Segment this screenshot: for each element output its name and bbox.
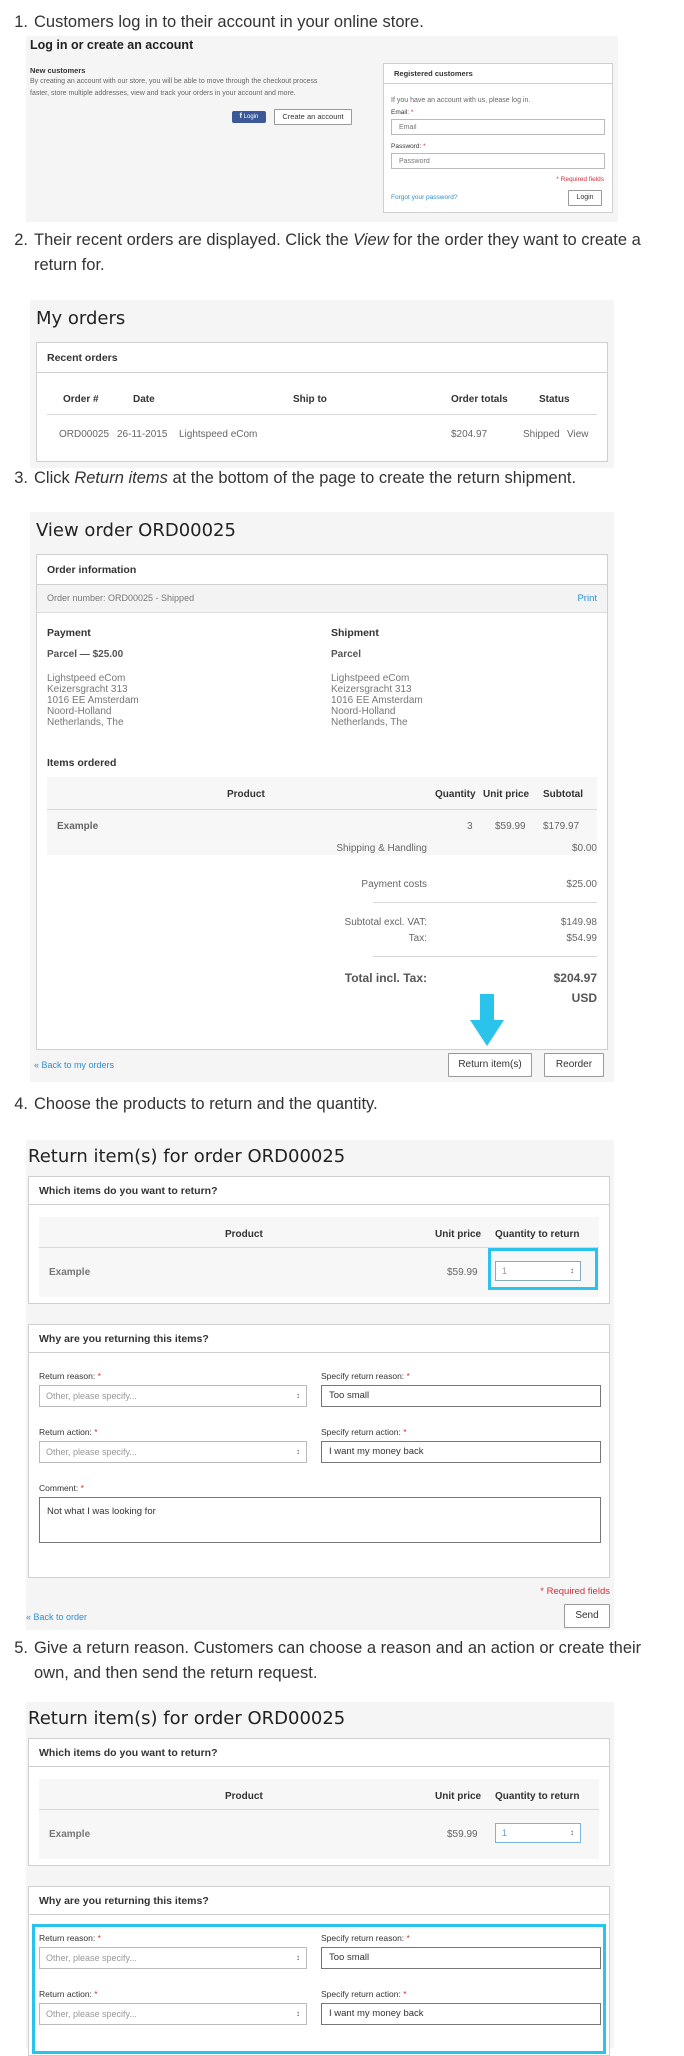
col-product: Product	[227, 789, 265, 800]
item-product: Example	[49, 1267, 91, 1278]
col-unit-price: Unit price	[435, 1791, 482, 1802]
items-table	[47, 777, 597, 855]
subtotal-value: $149.98	[560, 917, 597, 928]
view-order-screenshot	[30, 512, 614, 1082]
payment-heading: Payment	[47, 627, 91, 639]
step-1	[8, 10, 676, 35]
return-reason-heading: Why are you returning this items?	[29, 1887, 609, 1915]
quantity-highlight	[488, 1248, 598, 1290]
view-order-title: View order ORD00025	[36, 520, 236, 541]
reason-highlight	[32, 1924, 606, 2054]
item-unit-price: $59.99	[495, 821, 526, 832]
return-reason-screenshot	[26, 1702, 614, 2048]
recent-orders-heading: Recent orders	[37, 343, 607, 373]
reorder-button[interactable]: Reorder	[544, 1053, 604, 1077]
new-customers-heading: New customers	[30, 66, 86, 75]
return-action-select[interactable]: Other, please specify... ↕	[39, 1441, 307, 1463]
order-number-bar	[37, 585, 607, 613]
col-date: Date	[133, 394, 155, 405]
total-value: $204.97	[553, 971, 597, 985]
payment-costs-label: Payment costs	[361, 879, 427, 890]
col-status: Status	[539, 394, 570, 405]
comment-label: Comment: *	[39, 1483, 84, 1493]
comment-field[interactable]: Not what I was looking for	[39, 1497, 601, 1543]
payment-address: Lighstpeed eCom Keizersgracht 313 1016 EE Amsterdam Noord-Holland Netherlands, The	[47, 673, 139, 728]
my-orders-title: My orders	[36, 308, 126, 329]
shipping-value: $0.00	[571, 843, 597, 854]
return-action-label: Return action: *	[39, 1989, 98, 1999]
step-text: Give a return reason. Customers can choose a reason and an action or create their own, and then send the return request.	[34, 1639, 642, 1682]
return-form-title: Return item(s) for order ORD00025	[28, 1708, 346, 1729]
item-product: Example	[57, 821, 99, 832]
login-title: Log in or create an account	[30, 38, 194, 52]
col-order: Order #	[63, 394, 99, 405]
return-reason-label: Return reason: *	[39, 1933, 101, 1943]
payment-method: Parcel — $25.00	[47, 649, 124, 660]
subtotal-label: Subtotal excl. VAT:	[344, 917, 427, 928]
return-reason-select[interactable]: Other, please specify... ↕	[39, 1385, 307, 1407]
required-fields-note: * Required fields	[540, 1586, 610, 1597]
chevron-updown-icon: ↕	[296, 1447, 300, 1456]
shipment-method: Parcel	[331, 649, 362, 660]
col-unit-price: Unit price	[483, 789, 530, 800]
item-subtotal: $179.97	[543, 821, 580, 832]
order-information-box	[36, 554, 608, 1050]
step-number: 1.	[14, 13, 28, 31]
quantity-select[interactable]: 1 ↕	[495, 1823, 581, 1843]
step-text: Their recent orders are displayed. Click the View for the order they want to create a return for.	[34, 231, 641, 274]
return-items-box	[28, 1738, 610, 1866]
shipping-label: Shipping & Handling	[336, 843, 427, 854]
arrow-down-icon	[470, 994, 504, 1046]
new-customers-text-2: faster, store multiple addresses, view and track your orders in your account and more.	[30, 90, 296, 97]
return-form-screenshot	[26, 1140, 614, 1630]
step-3	[8, 466, 676, 491]
view-order-link[interactable]: View	[567, 429, 589, 440]
row-ship-to: Lightspeed eCom	[179, 429, 258, 440]
orders-screenshot	[30, 300, 614, 468]
facebook-icon: f	[239, 113, 242, 120]
required-fields-note: * Required fields	[556, 176, 604, 183]
item-qty: 3	[467, 821, 473, 832]
specify-reason-field[interactable]: Too small	[321, 1947, 601, 1969]
col-product: Product	[225, 1791, 263, 1802]
return-action-select[interactable]: Other, please specify... ↕	[39, 2003, 307, 2025]
new-customers-text-1: By creating an account with our store, you will be able to move through the checkout process	[30, 78, 318, 85]
step-5	[8, 1636, 676, 1686]
col-subtotal: Subtotal	[543, 789, 583, 800]
chevron-updown-icon: ↕	[570, 1266, 574, 1275]
return-reason-select[interactable]: Other, please specify... ↕	[39, 1947, 307, 1969]
return-action-label: Return action: *	[39, 1427, 98, 1437]
return-items-table	[39, 1779, 599, 1859]
specify-action-label: Specify return action: *	[321, 1427, 407, 1437]
row-status: Shipped	[523, 429, 560, 440]
total-currency: USD	[571, 991, 597, 1005]
shipment-heading: Shipment	[331, 627, 379, 639]
step-number: 5.	[14, 1639, 28, 1657]
email-field[interactable]	[391, 119, 605, 135]
order-number: Order number: ORD00025 - Shipped	[47, 593, 195, 603]
facebook-login-label: Login	[243, 114, 259, 120]
return-form-title: Return item(s) for order ORD00025	[28, 1146, 346, 1167]
return-items-heading: Which items do you want to return?	[29, 1739, 609, 1767]
total-label: Total incl. Tax:	[344, 971, 427, 985]
row-date: 26-11-2015	[117, 429, 168, 440]
forgot-password-link[interactable]: Forgot your password?	[391, 194, 458, 201]
return-reason-box	[28, 1324, 610, 1578]
specify-reason-field[interactable]: Too small	[321, 1385, 601, 1407]
create-account-button[interactable]: Create an account	[274, 109, 352, 125]
step-4	[8, 1092, 676, 1117]
step-number: 3.	[14, 469, 28, 487]
row-order: ORD00025	[59, 429, 110, 440]
email-label: Email: *	[391, 109, 414, 116]
quantity-select[interactable]: 1 ↕	[495, 1261, 581, 1281]
step-2	[8, 228, 676, 278]
back-to-orders-link[interactable]: « Back to my orders	[34, 1060, 115, 1070]
registered-customers-box	[383, 63, 613, 213]
item-unit-price: $59.99	[447, 1267, 478, 1278]
password-field[interactable]	[391, 153, 605, 169]
chevron-updown-icon: ↕	[296, 1391, 300, 1400]
col-quantity-to-return: Quantity to return	[495, 1791, 580, 1802]
step-text: Choose the products to return and the quantity.	[34, 1095, 378, 1113]
chevron-updown-icon: ↕	[570, 1828, 574, 1837]
chevron-updown-icon: ↕	[296, 1953, 300, 1962]
item-unit-price: $59.99	[447, 1829, 478, 1840]
items-ordered-heading: Items ordered	[47, 757, 117, 769]
step-text: Customers log in to their account in your online store.	[34, 13, 424, 31]
col-quantity-to-return: Quantity to return	[495, 1229, 580, 1240]
col-product: Product	[225, 1229, 263, 1240]
password-label: Password: *	[391, 143, 426, 150]
tax-label: Tax:	[408, 933, 427, 944]
item-product: Example	[49, 1829, 91, 1840]
specify-action-label: Specify return action: *	[321, 1989, 407, 1999]
registered-text: If you have an account with us, please log in.	[391, 97, 531, 104]
step-number: 4.	[14, 1095, 28, 1113]
col-order-totals: Order totals	[451, 394, 508, 405]
step-number: 2.	[14, 231, 28, 249]
order-information-heading: Order information	[37, 555, 607, 585]
col-ship-to: Ship to	[293, 394, 327, 405]
specify-reason-label: Specify return reason: *	[321, 1371, 410, 1381]
chevron-updown-icon: ↕	[296, 2009, 300, 2018]
specify-action-field[interactable]: I want my money back	[321, 2003, 601, 2025]
back-to-order-link[interactable]: « Back to order	[26, 1612, 88, 1622]
return-items-button[interactable]: Return item(s)	[448, 1053, 532, 1077]
col-quantity: Quantity	[435, 789, 476, 800]
print-link[interactable]: Print	[577, 593, 597, 604]
col-unit-price: Unit price	[435, 1229, 482, 1240]
login-screenshot	[26, 36, 618, 222]
return-reason-heading: Why are you returning this items?	[29, 1325, 609, 1353]
tax-value: $54.99	[566, 933, 597, 944]
specify-action-field[interactable]: I want my money back	[321, 1441, 601, 1463]
row-total: $204.97	[451, 429, 488, 440]
return-items-heading: Which items do you want to return?	[29, 1177, 609, 1205]
payment-costs-value: $25.00	[566, 879, 597, 890]
recent-orders-box	[36, 342, 608, 462]
step-text: Click Return items at the bottom of the page to create the return shipment.	[34, 469, 577, 487]
return-reason-label: Return reason: *	[39, 1371, 101, 1381]
login-button[interactable]: Login	[568, 190, 602, 206]
send-button[interactable]: Send	[564, 1604, 610, 1628]
facebook-login-button[interactable]	[232, 111, 266, 123]
specify-reason-label: Specify return reason: *	[321, 1933, 410, 1943]
shipment-address: Lighstpeed eCom Keizersgracht 313 1016 EE Amsterdam Noord-Holland Netherlands, The	[331, 673, 423, 728]
registered-customers-heading: Registered customers	[384, 64, 612, 84]
